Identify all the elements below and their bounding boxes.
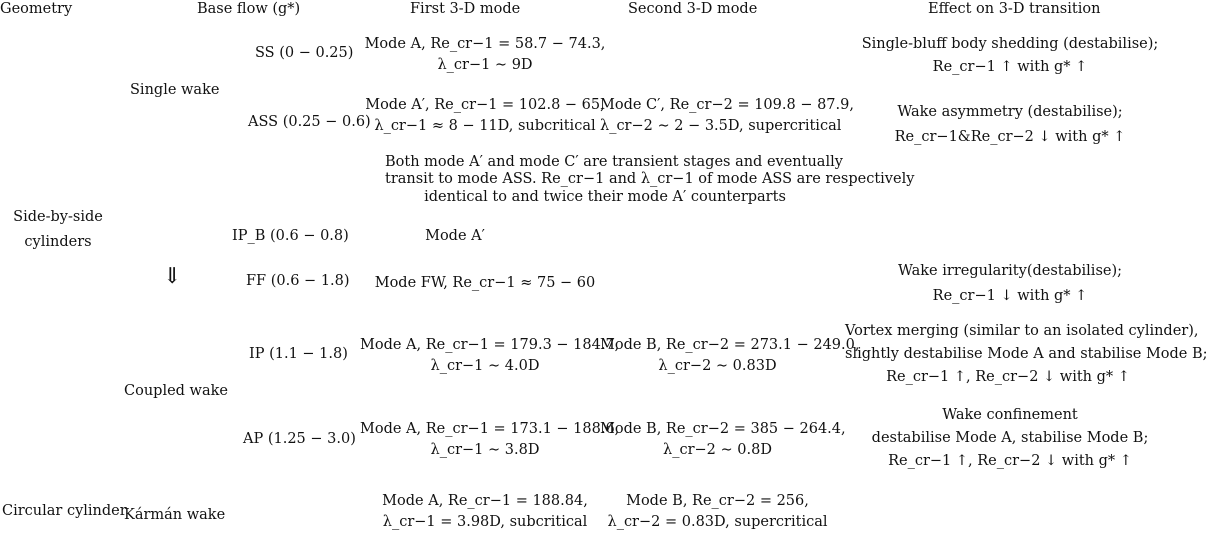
first-mode-ap: Mode A, Re_cr−1 = 173.1 − 188.6, λ_cr−1 ∼ 3.8D (360, 421, 620, 459)
geometry-circular: Circular cylinder (2, 503, 127, 519)
first-mode-ass: Mode A′, Re_cr−1 = 102.8 − 65, λ_cr−1 ≈ 8 − 11D, subcritical (365, 97, 605, 135)
transient-note: Both mode A′ and mode C′ are transient stages and eventually transit to mode ASS. Re_cr−1 and λ_cr−1 of mode ASS are respectively identical to and twice their mode A′ counterparts (385, 154, 915, 205)
effect-ff: Wake irregularity(destabilise); Re_cr−1 ↓ with g* ↑ (897, 263, 1123, 305)
header-second-mode: Second 3-D mode (628, 1, 758, 17)
header-geometry: Geometry (0, 1, 73, 17)
base-flow-ipb: IP_B (0.6 − 0.8) (232, 228, 349, 244)
effect-ss: Single-bluff body shedding (destabilise); Re_cr−1 ↑ with g* ↑ (861, 36, 1159, 76)
second-mode-ip: Mode B, Re_cr−2 = 273.1 − 249.0, λ_cr−2 ∼ 0.83D (600, 337, 860, 375)
wake-coupled: Coupled wake (124, 383, 228, 399)
effect-ap: Wake confinement destabilise Mode A, stabilise Mode B; Re_cr−1 ↑, Re_cr−2 ↓ with g* ↑ (871, 407, 1149, 470)
wake-karman: Kármán wake (124, 507, 226, 523)
second-mode-ap: Mode B, Re_cr−2 = 385 − 264.4, λ_cr−2 ∼ 0.8D (600, 421, 846, 459)
first-mode-ss: Mode A, Re_cr−1 = 58.7 − 74.3, λ_cr−1 ∼ 9D (364, 36, 606, 74)
first-mode-ipb: Mode A′ (425, 228, 485, 244)
geometry-side-by-side: Side-by-side cylinders (13, 209, 103, 251)
base-flow-ff: FF (0.6 − 1.8) (246, 273, 350, 289)
effect-ip: Vortex merging (similar to an isolated cylinder), slightly destabilise Mode A and stabilise Mode B; Re_cr−1 ↑, Re_cr−2 ↓ with g* ↑ (845, 323, 1208, 386)
header-base-flow: Base flow (g*) (197, 1, 301, 17)
first-mode-ff: Mode FW, Re_cr−1 ≈ 75 − 60 (374, 275, 596, 291)
header-first-mode: First 3-D mode (410, 1, 521, 17)
base-flow-ass: ASS (0.25 − 0.6) (248, 114, 371, 130)
effect-ass: Wake asymmetry (destabilise); Re_cr−1&Re_cr−2 ↓ with g* ↑ (894, 104, 1126, 146)
base-flow-ap: AP (1.25 − 3.0) (243, 431, 356, 447)
base-flow-ss: SS (0 − 0.25) (255, 45, 354, 61)
second-mode-karman: Mode B, Re_cr−2 = 256, λ_cr−2 = 0.83D, supercritical (607, 493, 828, 531)
second-mode-ass: Mode C′, Re_cr−2 = 109.8 − 87.9, λ_cr−2 ∼ 2 − 3.5D, supercritical (600, 97, 854, 135)
first-mode-karman: Mode A, Re_cr−1 = 188.84, λ_cr−1 = 3.98D, subcritical (382, 493, 588, 531)
base-flow-ip: IP (1.1 − 1.8) (249, 346, 348, 362)
first-mode-ip: Mode A, Re_cr−1 = 179.3 − 184.7, λ_cr−1 ∼ 4.0D (360, 337, 620, 375)
header-effect: Effect on 3-D transition (928, 1, 1101, 17)
down-arrow-icon: ⇓ (163, 264, 182, 289)
wake-single: Single wake (130, 82, 220, 98)
